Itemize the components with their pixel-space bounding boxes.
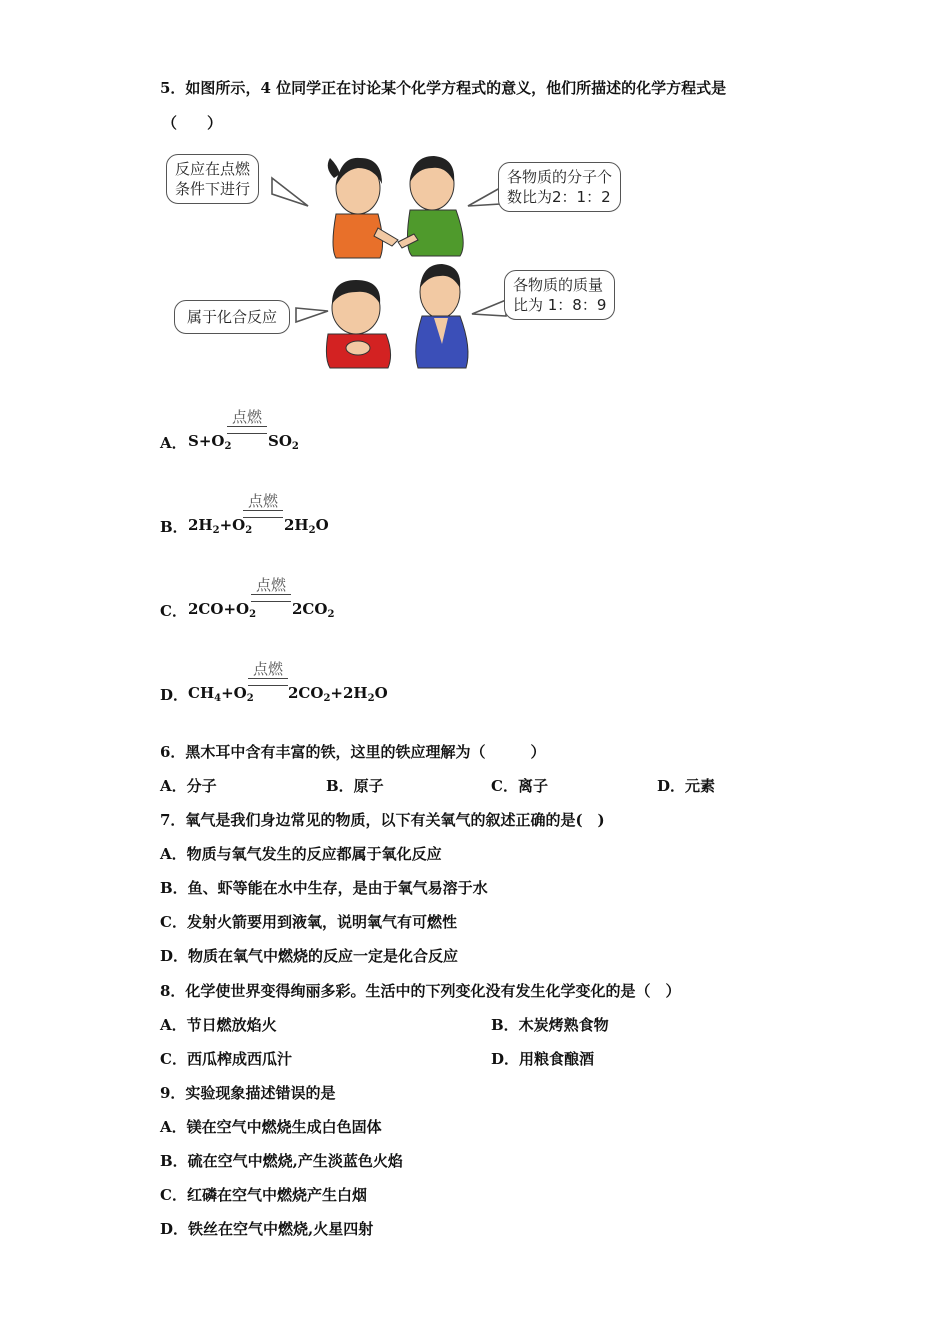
- boy-green-figure: [398, 156, 463, 256]
- equals-bars: [227, 426, 267, 434]
- condition-label: 点燃: [247, 492, 278, 510]
- q6-option-c[interactable]: C．离子: [491, 777, 548, 795]
- boy-blue-figure: [416, 264, 468, 368]
- q5-stem: 5．如图所示，4 位同学正在讨论某个化学方程式的意义，他们所描述的化学方程式是: [160, 79, 727, 97]
- bubble-mass-ratio: 各物质的质量 比为 1：8：9: [504, 270, 615, 320]
- q8-option-c[interactable]: C．西瓜榨成西瓜汁: [160, 1050, 292, 1068]
- condition-label: 点燃: [252, 660, 283, 678]
- q5-option-c[interactable]: C． $2CO+O_2$ 点燃 $2CO_2$: [160, 576, 335, 620]
- bubble-combination-reaction: 属于化合反应: [174, 300, 290, 334]
- q8-options-row2: [160, 1049, 860, 1069]
- boy-red-figure: [326, 280, 390, 368]
- q6-stem: 6．黑木耳中含有丰富的铁，这里的铁应理解为（ ）: [160, 743, 546, 761]
- q5-option-b[interactable]: B． $2H_2+O_2$ 点燃 $2H_2O$: [160, 492, 329, 536]
- q5-option-a[interactable]: A． $S+O_2$ 点燃 $SO_2$: [160, 408, 299, 452]
- bubble-molecule-ratio: 各物质的分子个 数比为2：1：2: [498, 162, 621, 212]
- q9-option-a[interactable]: A．镁在空气中燃烧生成白色固体: [160, 1118, 382, 1136]
- equals-bars: [251, 594, 291, 602]
- q9-option-d[interactable]: D．铁丝在空气中燃烧,火星四射: [160, 1220, 374, 1238]
- girl-student-figure: [328, 158, 398, 258]
- q5-answer-paren: （ ）: [162, 114, 223, 132]
- q9-stem: 9．实验现象描述错误的是: [160, 1084, 336, 1102]
- equals-bars: [248, 678, 288, 686]
- q9-option-c[interactable]: C．红磷在空气中燃烧产生白烟: [160, 1186, 367, 1204]
- q6-option-d[interactable]: D．元素: [657, 777, 716, 795]
- q7-stem: 7．氧气是我们身边常见的物质，以下有关氧气的叙述正确的是( ): [160, 811, 605, 829]
- q7-option-d[interactable]: D．物质在氧气中燃烧的反应一定是化合反应: [160, 947, 459, 965]
- q7-option-a[interactable]: A．物质与氧气发生的反应都属于氧化反应: [160, 845, 442, 863]
- q6-option-b[interactable]: B．原子: [326, 777, 384, 795]
- condition-label: 点燃: [231, 408, 262, 426]
- q8-options-row1: [160, 1015, 860, 1035]
- bubble-condition: 反应在点燃 条件下进行: [166, 154, 259, 204]
- q9-option-b[interactable]: B．硫在空气中燃烧,产生淡蓝色火焰: [160, 1152, 403, 1170]
- q8-stem: 8．化学使世界变得绚丽多彩。生活中的下列变化没有发生化学变化的是（ ）: [160, 982, 681, 1000]
- equals-bars: [243, 510, 283, 518]
- q8-option-b[interactable]: B．木炭烤熟食物: [491, 1016, 609, 1034]
- q7-option-b[interactable]: B．鱼、虾等能在水中生存，是由于氧气易溶于水: [160, 879, 488, 897]
- q7-option-c[interactable]: C．发射火箭要用到液氧，说明氧气有可燃性: [160, 913, 457, 931]
- condition-label: 点燃: [255, 576, 286, 594]
- q6-option-a[interactable]: A．分子: [160, 777, 217, 795]
- students-illustration: [160, 148, 640, 373]
- q8-option-a[interactable]: A．节日燃放焰火: [160, 1016, 277, 1034]
- q5-option-d[interactable]: D． $CH_4+O_2$ 点燃 $2CO_2+2H_2O$: [160, 660, 388, 704]
- q6-options: [160, 776, 860, 796]
- q8-option-d[interactable]: D．用粮食酿酒: [491, 1050, 595, 1068]
